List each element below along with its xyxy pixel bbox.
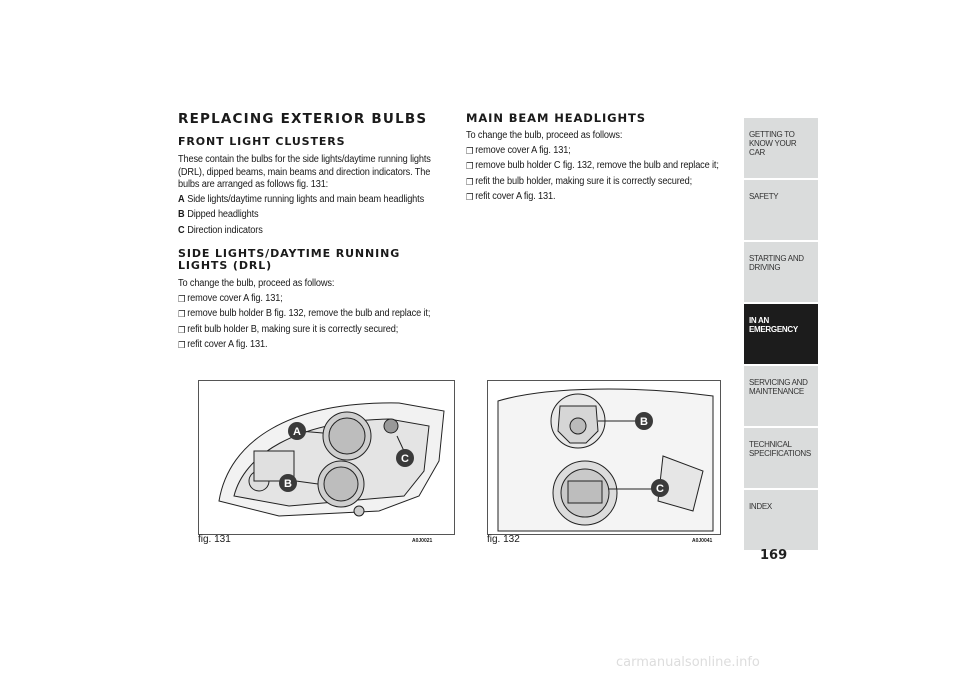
- step-text: remove cover A fig. 131;: [187, 292, 283, 304]
- key-letter: C: [178, 224, 185, 236]
- chapter-tab[interactable]: SERVICING AND MAINTENANCE: [744, 366, 818, 426]
- bullet-icon: ❒: [178, 309, 186, 319]
- chapter-tab[interactable]: INDEX: [744, 490, 818, 550]
- main-beam-heading: MAIN BEAM HEADLIGHTS: [466, 111, 646, 125]
- label-b-marker: [279, 474, 297, 492]
- section-title: REPLACING EXTERIOR BULBS: [178, 111, 428, 127]
- chapter-tab[interactable]: SAFETY: [744, 180, 818, 240]
- figure-131-caption: fig. 131: [198, 534, 231, 545]
- label-c-marker-132: [651, 479, 669, 497]
- step-text: refit cover A fig. 131.: [187, 339, 268, 350]
- key-text: Direction indicators: [187, 224, 263, 236]
- label-b-132: B: [640, 416, 648, 428]
- step-item: [466, 160, 726, 173]
- side-lights-steps: [178, 293, 453, 352]
- bullet-icon: ❒: [178, 324, 186, 335]
- chapter-tabs: [744, 118, 818, 552]
- step-item: [466, 145, 726, 158]
- label-b-marker-132: [635, 412, 653, 430]
- figure-132-caption: fig. 132: [487, 534, 520, 545]
- step-text: refit cover A fig. 131.: [475, 191, 556, 202]
- label-c-marker: [396, 449, 414, 467]
- key-item: [178, 194, 451, 207]
- label-b: B: [284, 478, 292, 490]
- step-text: remove cover A fig. 131;: [475, 144, 571, 156]
- step-text: refit the bulb holder, making sure it is correctly secured;: [475, 175, 693, 187]
- key-item: [178, 225, 451, 238]
- key-list: [178, 194, 453, 238]
- front-clusters-heading: FRONT LIGHT CLUSTERS: [178, 135, 346, 148]
- front-clusters-intro: These contain the bulbs for the side lights/daytime running lights (DRL), dipped beams, main beams and direction indicators. The bulbs are arranged as follows fig. 131:: [178, 154, 431, 190]
- label-c: C: [401, 453, 409, 465]
- watermark: carmanualsonline.info: [616, 655, 760, 670]
- figure-131-code: A0J0021: [412, 538, 433, 544]
- step-text: remove bulb holder B fig. 132, remove the bulb and replace it;: [187, 308, 431, 319]
- headlight-cluster-illustration: [199, 381, 454, 534]
- step-item: [466, 176, 726, 189]
- chapter-tab[interactable]: IN AN EMERGENCY: [744, 304, 818, 364]
- key-text: Dipped headlights: [187, 209, 259, 220]
- side-lights-heading: SIDE LIGHTS/DAYTIME RUNNING LIGHTS (DRL): [178, 247, 401, 272]
- bulb-holder-illustration: [488, 381, 720, 534]
- main-beam-steps: [466, 145, 728, 204]
- right-column: [466, 112, 728, 207]
- label-c-132: C: [656, 483, 664, 495]
- step-item: [178, 339, 451, 352]
- figure-132-code: A0J0041: [692, 538, 713, 544]
- step-text: refit bulb holder B, making sure it is correctly secured;: [187, 323, 399, 335]
- chapter-tab[interactable]: TECHNICAL SPECIFICATIONS: [744, 428, 818, 488]
- side-lights-intro: To change the bulb, proceed as follows:: [178, 278, 335, 289]
- chapter-tab[interactable]: GETTING TO KNOW YOUR CAR: [744, 118, 818, 178]
- key-text: Side lights/daytime running lights and main beam headlights: [187, 193, 425, 205]
- key-item: [178, 209, 451, 222]
- key-letter: A: [178, 193, 185, 205]
- step-item: [466, 191, 726, 204]
- step-text: remove bulb holder C fig. 132, remove the bulb and replace it;: [475, 160, 719, 171]
- bullet-icon: ❒: [466, 145, 474, 156]
- page-number: 169: [760, 548, 788, 563]
- step-item: [178, 308, 451, 321]
- main-beam-intro: To change the bulb, proceed as follows:: [466, 130, 623, 141]
- left-column: [178, 112, 453, 355]
- figure-132-image: [487, 380, 721, 535]
- bullet-icon: ❒: [466, 192, 474, 202]
- bullet-icon: ❒: [178, 340, 186, 350]
- bullet-icon: ❒: [178, 293, 186, 304]
- step-item: [178, 324, 451, 337]
- key-letter: B: [178, 209, 185, 220]
- label-a: A: [293, 426, 301, 438]
- bullet-icon: ❒: [466, 161, 474, 171]
- figure-131-image: [198, 380, 455, 535]
- label-a-marker: [288, 422, 306, 440]
- step-item: [178, 293, 451, 306]
- bullet-icon: ❒: [466, 176, 474, 187]
- chapter-tab[interactable]: STARTING AND DRIVING: [744, 242, 818, 302]
